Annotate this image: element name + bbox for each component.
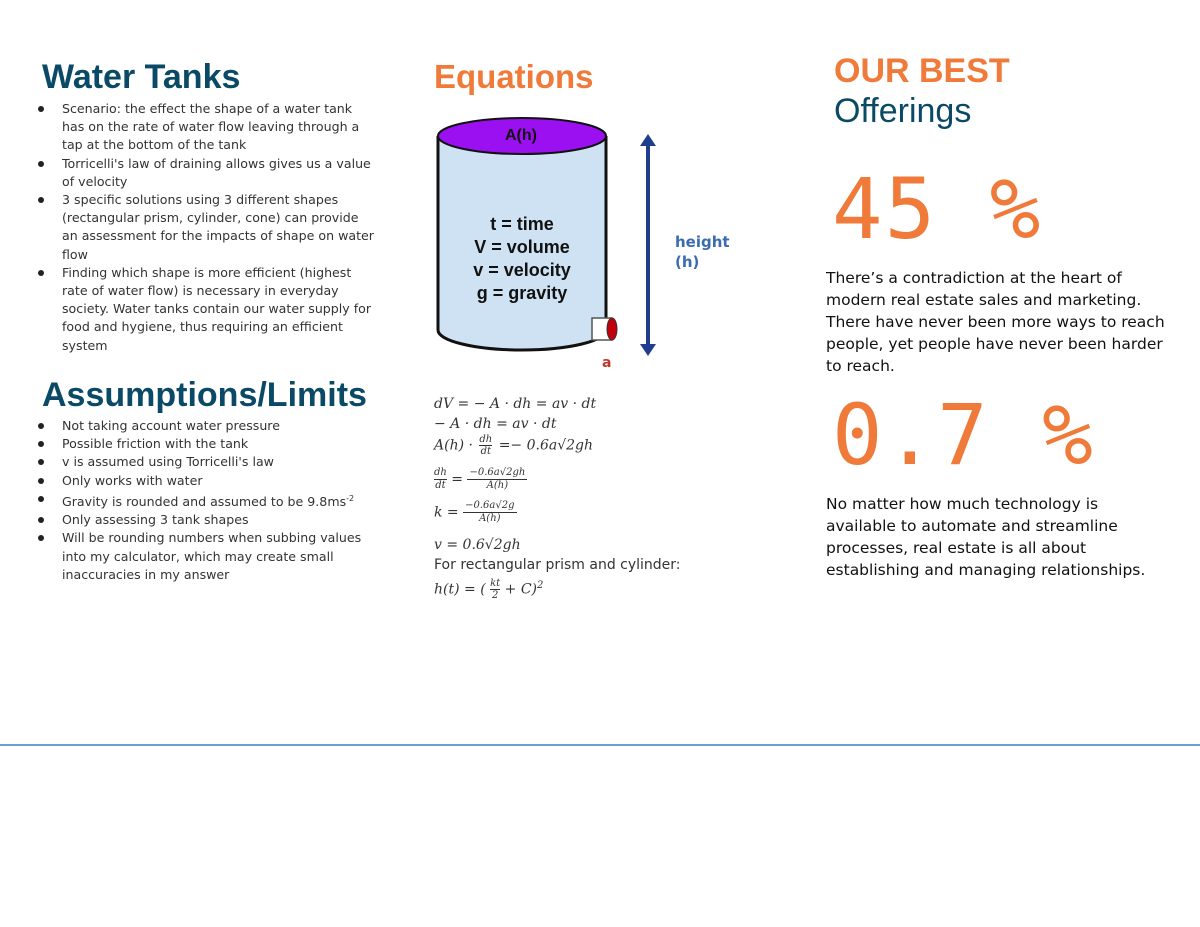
equation-4: $\frac{dh}{dt}$ = $\frac{-0.6a√2gh}{A(h)}$ — [434, 467, 526, 491]
list-item: Will be rounding numbers when subbing values into my calculator, which may create small inaccuracies in my answer — [34, 529, 374, 584]
eq4-num: dh — [434, 467, 447, 478]
assumptions-title: Assumptions/Limits — [42, 376, 367, 414]
var-gravity: g = gravity — [476, 283, 568, 303]
list-item — [34, 490, 374, 511]
tap-outlet — [607, 318, 617, 340]
list-item: 3 specific solutions using 3 different shapes (rectangular prism, cylinder, cone) can provide an assessment for the impacts of shape on water flow — [34, 191, 374, 264]
tap-area-label: a — [602, 355, 612, 371]
height-symbol: (h) — [675, 253, 700, 271]
list-item: Only assessing 3 tank shapes — [34, 511, 374, 529]
stat-1-description: There’s a contradiction at the heart of modern real estate sales and marketing. There have never been more ways to reach people, yet people have never been harder to reach. — [826, 269, 1165, 375]
equation-2: − A · dh = av · dt — [434, 416, 557, 432]
height-word: height — [675, 233, 730, 251]
equations-title: Equations — [434, 58, 594, 95]
eq5-num: −0.6a√2g — [465, 500, 515, 511]
equation-3 — [434, 434, 593, 457]
eq7-left: h(t) = ( — [434, 581, 486, 598]
arrow-down-icon — [640, 344, 656, 356]
eq5-left: k = — [434, 504, 459, 521]
eq7-num: kt — [490, 578, 501, 589]
eq3-den: dt — [480, 446, 492, 457]
equation-5 — [434, 500, 517, 525]
tank-variables — [452, 213, 592, 305]
list-item: Torricelli's law of draining allows gives us a value of velocity — [34, 155, 374, 191]
scenario-list — [34, 100, 374, 355]
stat-0-7-percent: 0.7 % — [832, 386, 1095, 484]
height-label — [675, 232, 730, 272]
eq7-den: 2 — [491, 590, 499, 601]
eq7-exponent: 2 — [537, 579, 544, 591]
eq4-rden: A(h) — [486, 480, 509, 491]
list-item: Finding which shape is more efficient (highest rate of water flow) is necessary in everyday society. Water tanks contain our water supply for food and hygiene, thus requiring an efficient system — [34, 264, 374, 355]
eq7-right: + C) — [504, 581, 538, 598]
gravity-exponent: -2 — [346, 493, 355, 503]
eq5-den: A(h) — [479, 513, 501, 524]
offerings-title: Offerings — [834, 92, 972, 130]
our-best-title: OUR BEST — [834, 52, 1010, 90]
arrow-up-icon — [640, 134, 656, 146]
eq3-left: A(h) · — [434, 437, 473, 454]
eq4-rnum: −0.6a√2gh — [469, 467, 526, 478]
stat-45-percent: 45 % — [832, 160, 1043, 258]
eq3-right: =− 0.6a√2gh — [498, 437, 594, 454]
var-velocity: v = velocity — [473, 260, 571, 280]
gravity-text: Gravity is rounded and assumed to be 9.8ms — [62, 494, 347, 509]
water-tanks-title: Water Tanks — [42, 58, 241, 96]
var-time: t = time — [490, 214, 554, 234]
page-divider — [0, 744, 1200, 746]
assumptions-list — [34, 417, 374, 584]
equation-6: v = 0.6√2gh — [434, 537, 521, 553]
stat-2-description: No matter how much technology is available to automate and streamline processes, real estate is all about establishing and managing relationships. — [826, 495, 1146, 579]
var-volume: V = volume — [474, 237, 570, 257]
list-item: Not taking account water pressure — [34, 417, 374, 435]
tank-area-label: A(h) — [505, 127, 537, 144]
equation-7 — [434, 578, 543, 601]
list-item: Only works with water — [34, 472, 374, 490]
list-item: Possible friction with the tank — [34, 435, 374, 453]
list-item: v is assumed using Torricelli's law — [34, 453, 374, 471]
equation-1: dV = − A · dh = av · dt — [434, 396, 597, 412]
eq4-den: dt — [435, 480, 446, 491]
equation-note: For rectangular prism and cylinder: — [434, 557, 681, 573]
eq3-num: dh — [479, 434, 493, 445]
list-item: Scenario: the effect the shape of a water tank has on the rate of water flow leaving through a tap at the bottom of the tank — [34, 100, 374, 155]
